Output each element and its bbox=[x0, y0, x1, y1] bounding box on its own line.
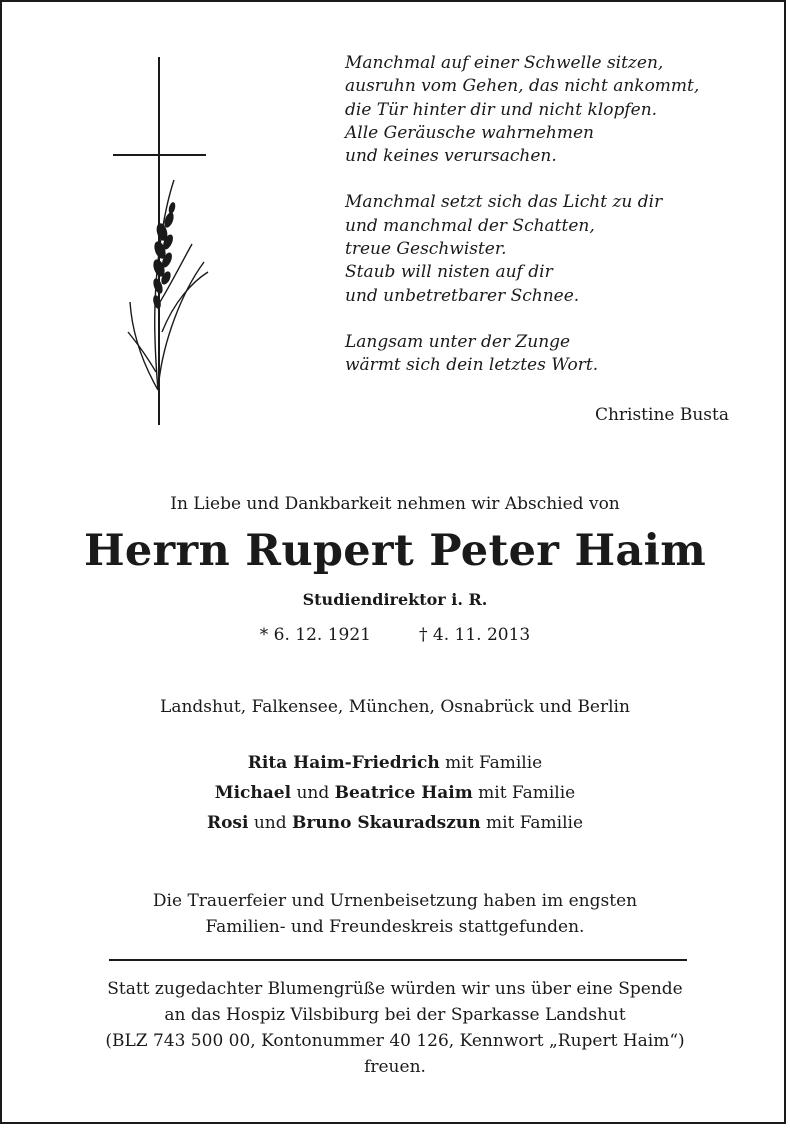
donation-line: an das Hospiz Vilsbiburg bei der Sparkasse Landshut bbox=[164, 1005, 626, 1025]
family-text: mit Familie bbox=[439, 753, 543, 773]
donation-line: freuen. bbox=[364, 1057, 426, 1077]
cross-bar bbox=[113, 154, 206, 156]
poem-line: Alle Geräusche wahrnehmen bbox=[345, 122, 594, 143]
poem-line: treue Geschwister. bbox=[345, 239, 507, 260]
ceremony-note bbox=[2, 888, 788, 940]
ceremony-line: Familien- und Freundeskreis stattgefunden. bbox=[205, 917, 585, 937]
poem-line: und manchmal der Schatten, bbox=[345, 215, 595, 236]
poem-line: und keines verursachen. bbox=[345, 146, 557, 167]
family-text: mit Familie bbox=[480, 813, 584, 833]
poem-line: Manchmal auf einer Schwelle sitzen, bbox=[345, 53, 664, 73]
family-text: und bbox=[291, 783, 335, 803]
birth-date: * 6. 12. 1921 bbox=[259, 625, 371, 645]
donation-line: Statt zugedachter Blumengrüße würden wir uns über eine Spende bbox=[107, 979, 683, 999]
poem bbox=[345, 52, 745, 401]
family-text: und bbox=[248, 813, 293, 833]
poem-line: die Tür hinter dir und nicht klopfen. bbox=[345, 99, 658, 120]
family-list bbox=[2, 748, 788, 838]
poem-line: wärmt sich dein letztes Wort. bbox=[345, 355, 599, 376]
deceased-name: Herrn Rupert Peter Haim bbox=[83, 526, 707, 576]
family-member-name: Rita Haim-Friedrich bbox=[247, 753, 440, 773]
poem-line: Manchmal setzt sich das Licht zu dir bbox=[345, 192, 663, 213]
family-member-name: Beatrice Haim bbox=[334, 783, 473, 803]
death-date: † 4. 11. 2013 bbox=[419, 625, 531, 645]
poem-line: Staub will nisten auf dir bbox=[345, 262, 553, 283]
family-entry bbox=[2, 778, 788, 808]
intro-text: In Liebe und Dankbarkeit nehmen wir Abschied von bbox=[170, 494, 620, 514]
poem-line: ausruhn vom Gehen, das nicht ankommt, bbox=[345, 76, 700, 97]
poem-stanza bbox=[345, 52, 745, 168]
places: Landshut, Falkensee, München, Osnabrück und Berlin bbox=[160, 697, 630, 717]
family-entry bbox=[2, 748, 788, 778]
family-text: mit Familie bbox=[472, 783, 576, 803]
poem-stanza bbox=[345, 191, 745, 307]
family-member-name: Michael bbox=[214, 783, 292, 803]
family-member-name: Rosi bbox=[206, 813, 249, 833]
life-dates bbox=[2, 625, 788, 645]
family-entry bbox=[2, 808, 788, 838]
deceased-title: Studiendirektor i. R. bbox=[302, 590, 488, 609]
poem-line: und unbetretbarer Schnee. bbox=[345, 285, 580, 306]
family-member-name: Bruno Skauradszun bbox=[292, 813, 481, 833]
poem-stanza bbox=[345, 331, 745, 378]
poem-line: Langsam unter der Zunge bbox=[345, 331, 571, 352]
divider bbox=[109, 959, 687, 961]
wheat-icon bbox=[122, 172, 212, 392]
donation-note bbox=[2, 976, 788, 1080]
ceremony-line: Die Trauerfeier und Urnenbeisetzung haben im engsten bbox=[152, 891, 638, 911]
donation-line: (BLZ 743 500 00, Kontonummer 40 126, Kennwort „Rupert Haim“) bbox=[105, 1031, 685, 1051]
poem-author: Christine Busta bbox=[594, 405, 729, 425]
